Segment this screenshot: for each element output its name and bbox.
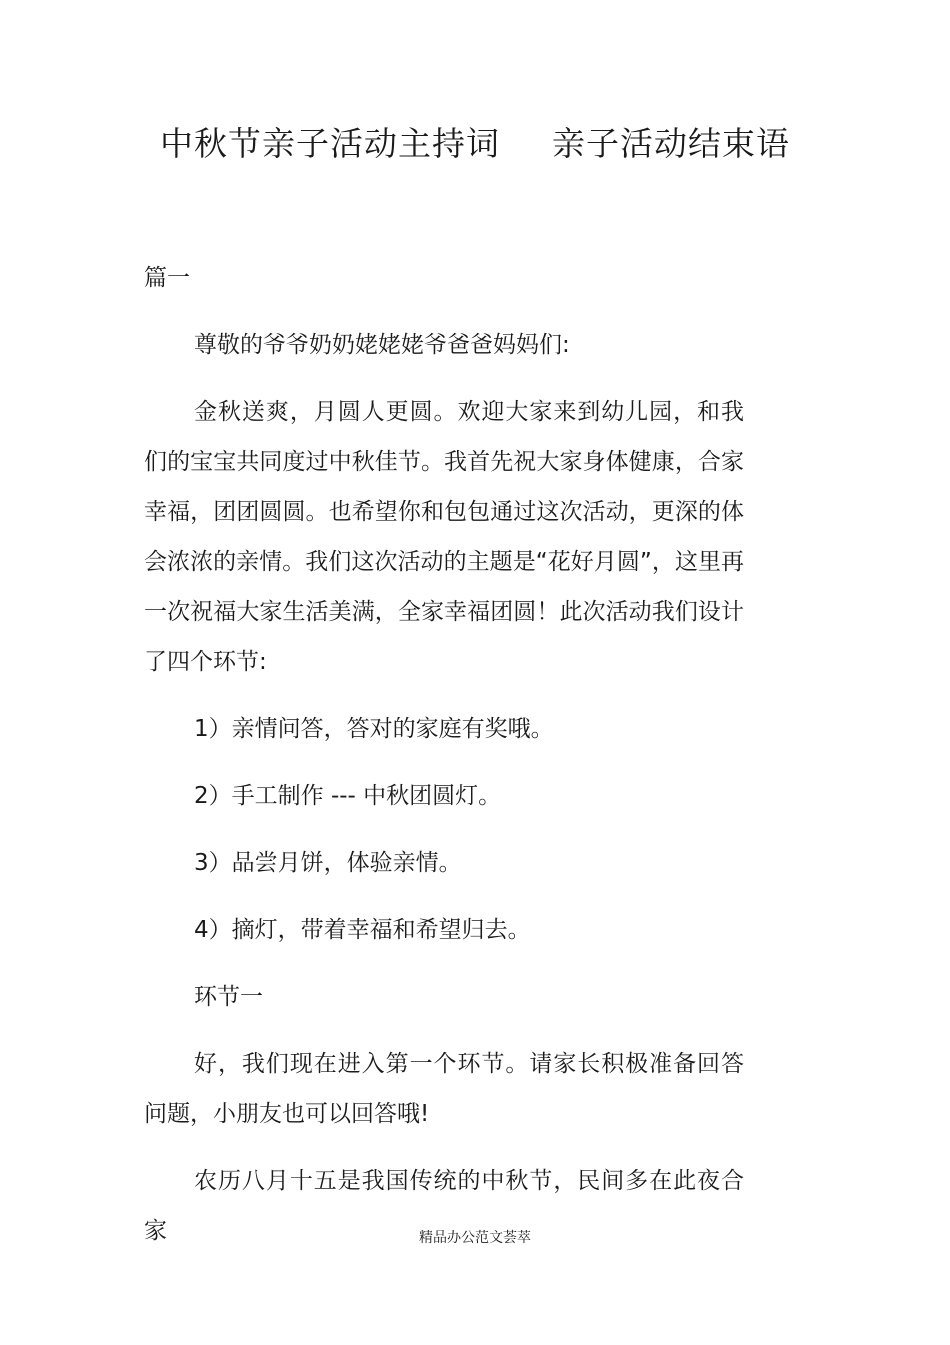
- greeting: 尊敬的爷爷奶奶姥姥姥爷爸爸妈妈们:: [194, 332, 570, 358]
- agenda-item-1: 1）亲情问答，答对的家庭有奖哦。: [194, 716, 554, 742]
- intro-paragraph: 金秋送爽，月圆人更圆。欢迎大家来到幼儿园，和我们的宝宝共同度过中秋佳节。我首先祝大家身体健康，合家幸福，团团圆圆。也希望你和包包通过这次活动，更深的体会浓浓的亲情。我们这次活动的主题是“花好月圆”，这里再一次祝福大家生活美满，全家幸福团圆！此次活动我们设计了四个环节:: [144, 399, 744, 675]
- section-heading: 篇一: [144, 265, 190, 291]
- closing-paragraph: 农历八月十五是我国传统的中秋节，民间多在此夜合家: [144, 1168, 744, 1244]
- title-main: 中秋节亲子活动主持词: [160, 124, 500, 163]
- agenda-item-4: 4）摘灯，带着幸福和希望归去。: [194, 917, 531, 943]
- agenda-item-2: 2）手工制作 --- 中秋团圆灯。: [194, 783, 502, 809]
- page-footer: 精品办公范文荟萃: [419, 1230, 531, 1246]
- document-body: [144, 253, 744, 1273]
- document-title: [0, 122, 950, 166]
- part-one-heading: 环节一: [194, 984, 263, 1010]
- title-secondary: 亲子活动结束语: [552, 124, 790, 163]
- agenda-item-3: 3）品尝月饼，体验亲情。: [194, 850, 462, 876]
- part-one-paragraph: 好，我们现在进入第一个环节。请家长积极准备回答问题，小朋友也可以回答哦!: [144, 1051, 744, 1127]
